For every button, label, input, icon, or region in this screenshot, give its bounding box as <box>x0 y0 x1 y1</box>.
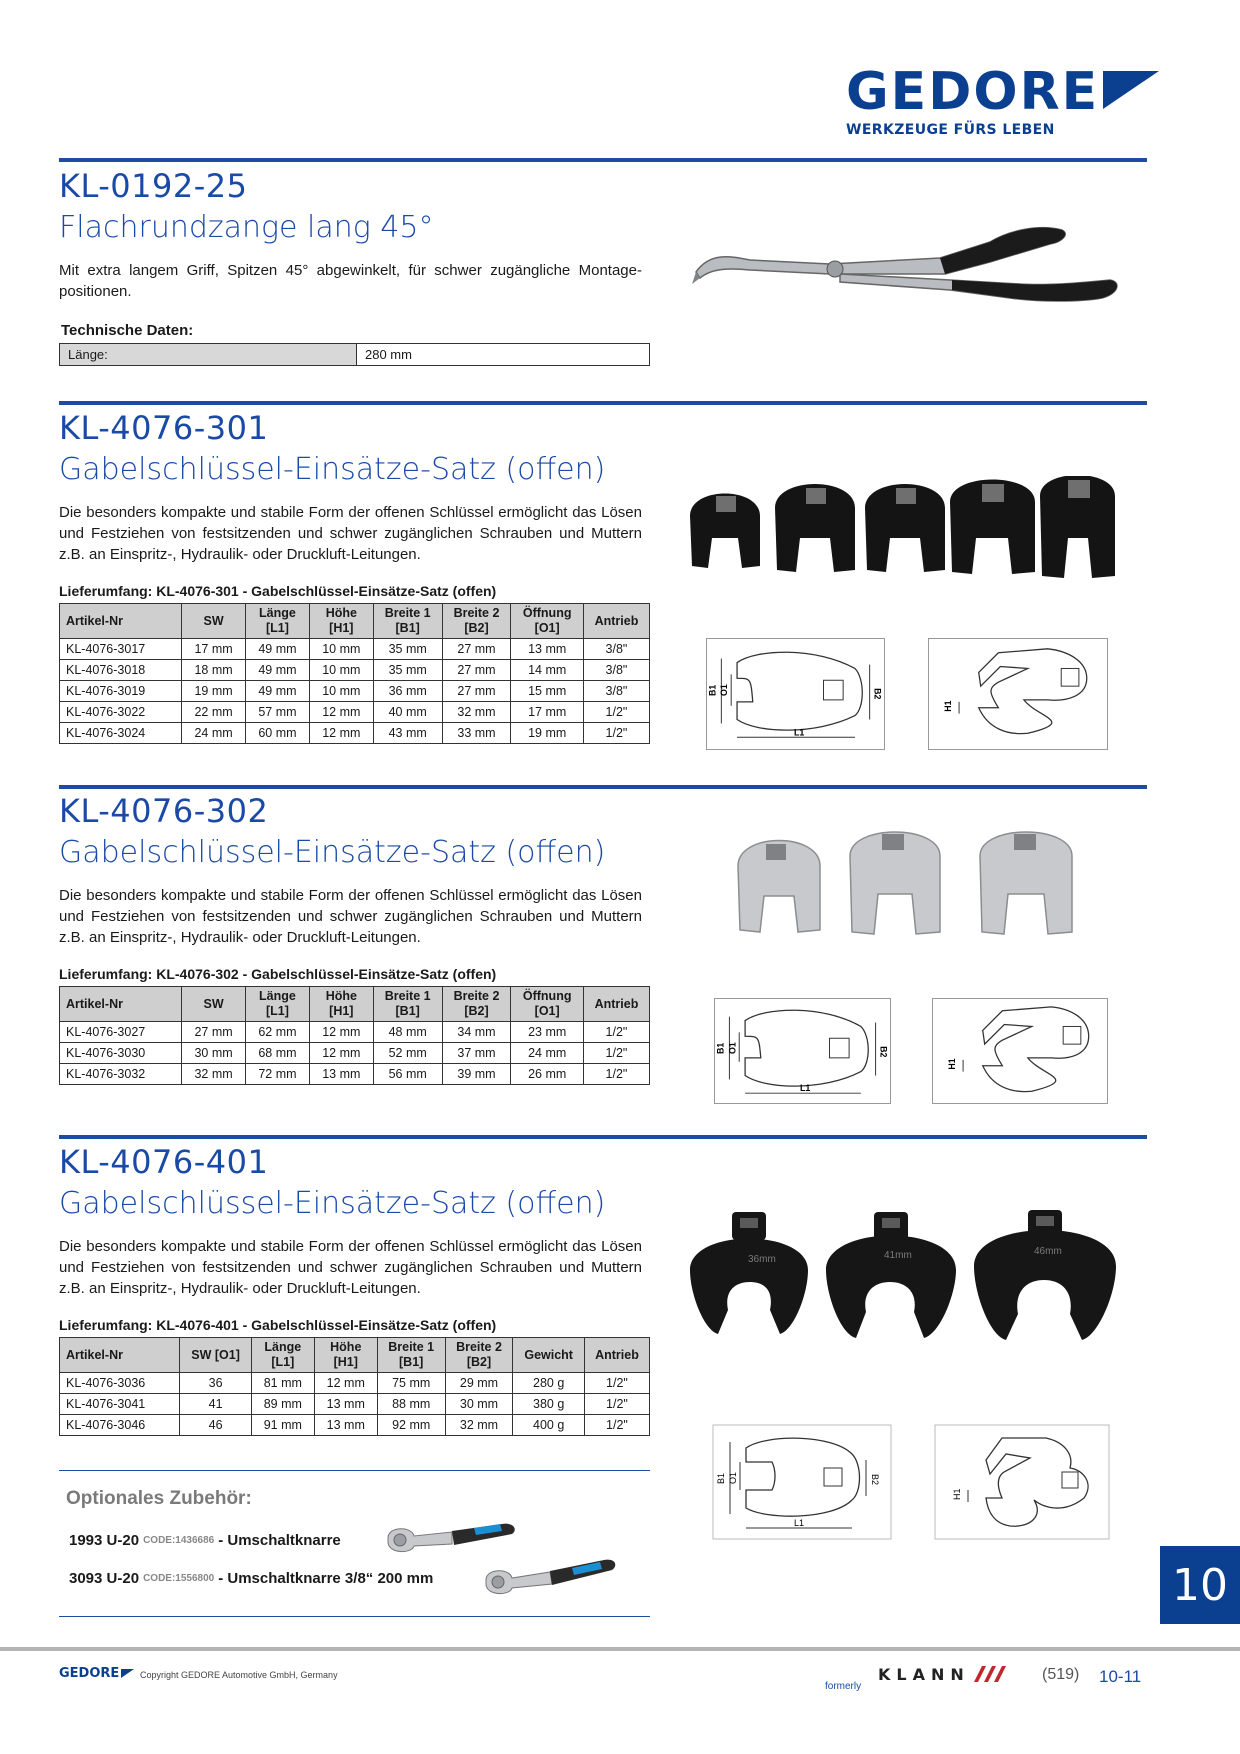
column-header: Antrieb <box>584 1338 649 1373</box>
table-cell: 1/2" <box>584 1394 649 1415</box>
product-title: Gabelschlüssel-Einsätze-Satz (offen) <box>59 452 606 487</box>
product-code: KL-4076-401 <box>59 1143 269 1181</box>
table-cell: KL-4076-3036 <box>60 1373 180 1394</box>
table-row <box>60 1022 650 1043</box>
table-cell: 52 mm <box>373 1043 442 1064</box>
dim-b2: B2 <box>872 688 883 700</box>
dim-o1: O1 <box>728 1471 738 1484</box>
table-cell: KL-4076-3024 <box>60 723 182 744</box>
table-cell: KL-4076-3018 <box>60 660 182 681</box>
table-cell: 60 mm <box>246 723 310 744</box>
column-header: Breite 2 [B2] <box>442 604 511 639</box>
page-reference: (519) <box>1042 1666 1080 1683</box>
column-header: SW <box>182 987 246 1022</box>
footer-gedore-logo: GEDORE <box>59 1666 134 1681</box>
table-cell: 30 mm <box>182 1043 246 1064</box>
table-cell: 12 mm <box>309 1043 373 1064</box>
table-row <box>60 1415 650 1436</box>
table-row <box>60 660 650 681</box>
supply-scope-label: Lieferumfang: KL-4076-302 - Gabelschlüssel-Einsätze-Satz (offen) <box>59 966 497 982</box>
column-header: Höhe [H1] <box>314 1338 377 1373</box>
table-cell: 32 mm <box>445 1415 513 1436</box>
table-row <box>60 1394 650 1415</box>
accessory-model: 3093 U-20 <box>69 1570 140 1587</box>
copyright-text: Copyright GEDORE Automotive GmbH, Germany <box>140 1670 338 1680</box>
dim-b1: B1 <box>707 684 718 696</box>
table-cell: 24 mm <box>182 723 246 744</box>
table-header-row <box>60 604 650 639</box>
table-cell: 3/8" <box>583 639 649 660</box>
table-cell: 1/2" <box>583 723 649 744</box>
table-row <box>60 639 650 660</box>
table-row <box>60 702 650 723</box>
gedore-logo <box>846 64 1146 138</box>
crowfoot-sockets-image <box>684 1210 1124 1346</box>
table-cell: KL-4076-3041 <box>60 1394 180 1415</box>
column-header: Höhe [H1] <box>309 604 373 639</box>
table-cell: 27 mm <box>442 660 511 681</box>
accessory-item[interactable] <box>69 1570 433 1587</box>
column-header: Artikel-Nr <box>60 987 182 1022</box>
technical-drawing-side-view <box>932 998 1108 1104</box>
table-cell: 1/2" <box>584 1415 649 1436</box>
table-cell: 35 mm <box>373 639 442 660</box>
column-header: Länge [L1] <box>246 987 310 1022</box>
formerly-text: formerly <box>825 1681 862 1692</box>
table-cell: 48 mm <box>373 1022 442 1043</box>
column-header: SW [O1] <box>180 1338 252 1373</box>
table-cell: 19 mm <box>511 723 584 744</box>
dim-b1: B1 <box>715 1042 726 1054</box>
table-cell: 89 mm <box>251 1394 314 1415</box>
dim-b1: B1 <box>716 1472 726 1484</box>
accessories-title: Optionales Zubehör: <box>66 1488 252 1509</box>
klann-logo: KLANN <box>878 1664 1010 1684</box>
table-cell: 75 mm <box>377 1373 445 1394</box>
table-cell: 27 mm <box>182 1022 246 1043</box>
tech-label-cell: Länge: <box>60 344 357 366</box>
table-cell: 1/2" <box>583 1043 649 1064</box>
table-header-row <box>60 987 650 1022</box>
accessory-name: - Umschaltknarre <box>218 1532 341 1549</box>
column-header: Breite 2 [B2] <box>442 987 511 1022</box>
table-cell: 13 mm <box>314 1394 377 1415</box>
supply-scope-label: Lieferumfang: KL-4076-401 - Gabelschlüssel-Einsätze-Satz (offen) <box>59 1317 497 1333</box>
product-title: Flachrundzange lang 45° <box>59 210 434 245</box>
table-cell: 26 mm <box>511 1064 584 1085</box>
spec-table <box>59 603 650 744</box>
tech-data-label: Technische Daten: <box>61 322 194 339</box>
table-cell: 39 mm <box>442 1064 511 1085</box>
table-cell: 12 mm <box>314 1373 377 1394</box>
supply-scope-label: Lieferumfang: KL-4076-301 - Gabelschlüssel-Einsätze-Satz (offen) <box>59 583 497 599</box>
product-description: Die besonders kompakte und stabile Form der offenen Schlüssel ermöglicht das Lösen und Festziehen von festsitzenden und schwer zugänglichen Schrauben und Muttern z.B. an Einspritz-, Hydraulik- oder Druckluft-Leitungen. <box>59 1238 642 1297</box>
table-header-row <box>60 1338 650 1373</box>
table-cell: 280 g <box>513 1373 585 1394</box>
accessory-model: 1993 U-20 <box>69 1532 140 1549</box>
table-cell: 32 mm <box>442 702 511 723</box>
accessory-name: - Umschaltknarre 3/8“ 200 mm <box>218 1570 434 1587</box>
table-cell: 72 mm <box>246 1064 310 1085</box>
product-code: KL-4076-302 <box>59 792 269 830</box>
table-cell: KL-4076-3022 <box>60 702 182 723</box>
table-cell: KL-4076-3027 <box>60 1022 182 1043</box>
technical-drawing-side-view <box>934 1424 1110 1540</box>
product-kl-0192-25 <box>59 166 649 366</box>
table-cell: 49 mm <box>246 681 310 702</box>
dim-b2: B2 <box>870 1474 880 1486</box>
page-number: 10-11 <box>1099 1667 1142 1686</box>
table-cell: 29 mm <box>445 1373 513 1394</box>
table-cell: 57 mm <box>246 702 310 723</box>
table-cell: 43 mm <box>373 723 442 744</box>
table-cell: KL-4076-3019 <box>60 681 182 702</box>
table-cell: KL-4076-3032 <box>60 1064 182 1085</box>
dim-l1: L1 <box>794 1518 805 1528</box>
dim-h1: H1 <box>947 1058 958 1070</box>
table-cell: 41 <box>180 1394 252 1415</box>
column-header: Antrieb <box>583 987 649 1022</box>
product-kl-4076-401 <box>59 1142 649 1436</box>
accessory-code: CODE:1556800 <box>143 1573 215 1584</box>
table-cell: 10 mm <box>309 660 373 681</box>
table-cell: 12 mm <box>309 1022 373 1043</box>
socket-engraving-36: 36mm <box>748 1254 776 1265</box>
table-cell: 3/8" <box>583 681 649 702</box>
table-cell: KL-4076-3046 <box>60 1415 180 1436</box>
table-cell: 49 mm <box>246 660 310 681</box>
table-cell: 35 mm <box>373 660 442 681</box>
tech-data-table <box>59 343 650 366</box>
product-code: KL-4076-301 <box>59 409 269 447</box>
table-cell: 17 mm <box>511 702 584 723</box>
table-cell: 13 mm <box>314 1415 377 1436</box>
column-header: Öffnung [O1] <box>511 604 584 639</box>
table-cell: 36 mm <box>373 681 442 702</box>
table-cell: 13 mm <box>511 639 584 660</box>
pliers-image <box>690 212 1130 332</box>
technical-drawing-side-view <box>928 638 1108 750</box>
table-cell: 380 g <box>513 1394 585 1415</box>
dim-l1: L1 <box>800 1083 811 1094</box>
klann-stripes-icon <box>970 1664 1010 1684</box>
table-cell: 36 <box>180 1373 252 1394</box>
column-header: Öffnung [O1] <box>511 987 584 1022</box>
technical-drawing-top-view <box>706 638 885 750</box>
column-header: Breite 2 [B2] <box>445 1338 513 1373</box>
table-cell: 400 g <box>513 1415 585 1436</box>
table-cell: 12 mm <box>309 723 373 744</box>
column-header: Höhe [H1] <box>309 987 373 1022</box>
table-cell: 27 mm <box>442 639 511 660</box>
table-cell: 14 mm <box>511 660 584 681</box>
table-cell: KL-4076-3017 <box>60 639 182 660</box>
table-cell: 13 mm <box>309 1064 373 1085</box>
column-header: Länge [L1] <box>246 604 310 639</box>
dim-h1: H1 <box>952 1488 962 1500</box>
table-cell: KL-4076-3030 <box>60 1043 182 1064</box>
footer-divider <box>0 1647 1240 1651</box>
table-cell: 10 mm <box>309 681 373 702</box>
product-title: Gabelschlüssel-Einsätze-Satz (offen) <box>59 835 606 870</box>
chrome-sockets-image <box>730 826 1080 946</box>
logo-wordmark: GEDORE <box>846 64 1146 120</box>
ratchet-3-8-image <box>480 1556 620 1600</box>
column-header: Antrieb <box>583 604 649 639</box>
table-cell: 1/2" <box>583 1022 649 1043</box>
dim-o1: O1 <box>727 1042 738 1054</box>
table-cell: 1/2" <box>583 702 649 723</box>
table-row <box>60 723 650 744</box>
table-cell: 10 mm <box>309 639 373 660</box>
table-cell: 24 mm <box>511 1043 584 1064</box>
table-cell: 23 mm <box>511 1022 584 1043</box>
logo-wedge-icon <box>1103 71 1159 109</box>
section-divider <box>59 1135 1147 1139</box>
product-kl-4076-302 <box>59 791 649 1085</box>
table-cell: 62 mm <box>246 1022 310 1043</box>
table-cell: 18 mm <box>182 660 246 681</box>
accessories-divider-top <box>59 1470 650 1471</box>
table-cell: 1/2" <box>583 1064 649 1085</box>
product-description: Mit extra langem Griff, Spitzen 45° abgewinkelt, für schwer zugängliche Montagepositionen. <box>59 262 642 300</box>
column-header: Gewicht <box>513 1338 585 1373</box>
table-cell: 68 mm <box>246 1043 310 1064</box>
dim-o1: O1 <box>719 684 730 696</box>
ratchet-image <box>382 1518 520 1560</box>
section-divider <box>59 401 1147 405</box>
table-cell: 91 mm <box>251 1415 314 1436</box>
table-cell: 88 mm <box>377 1394 445 1415</box>
accessories-divider-bottom <box>59 1616 650 1617</box>
table-cell: 32 mm <box>182 1064 246 1085</box>
product-code: KL-0192-25 <box>59 167 248 205</box>
table-cell: 49 mm <box>246 639 310 660</box>
table-cell: 33 mm <box>442 723 511 744</box>
column-header: Artikel-Nr <box>60 604 182 639</box>
socket-engraving-41: 41mm <box>884 1250 912 1261</box>
technical-drawing-top-view <box>714 998 891 1104</box>
column-header: SW <box>182 604 246 639</box>
table-cell: 40 mm <box>373 702 442 723</box>
column-header: Länge [L1] <box>251 1338 314 1373</box>
table-row <box>60 344 650 366</box>
table-row <box>60 1064 650 1085</box>
table-cell: 30 mm <box>445 1394 513 1415</box>
table-row <box>60 1043 650 1064</box>
table-cell: 1/2" <box>584 1373 649 1394</box>
table-cell: 34 mm <box>442 1022 511 1043</box>
technical-drawing-top-view <box>712 1424 892 1540</box>
chapter-tab: 10 <box>1160 1546 1240 1624</box>
dim-b2: B2 <box>878 1046 889 1058</box>
column-header: Artikel-Nr <box>60 1338 180 1373</box>
section-divider <box>59 158 1147 162</box>
dim-h1: H1 <box>943 700 954 712</box>
table-row <box>60 1373 650 1394</box>
table-cell: 27 mm <box>442 681 511 702</box>
product-description: Die besonders kompakte und stabile Form der offenen Schlüssel ermöglicht das Lösen und Festziehen von festsitzenden und schwer zugänglichen Schrauben und Muttern z.B. an Einspritz-, Hydraulik- oder Druckluft-Leitungen. <box>59 504 642 563</box>
table-cell: 56 mm <box>373 1064 442 1085</box>
table-cell: 3/8" <box>583 660 649 681</box>
product-kl-4076-301 <box>59 408 649 744</box>
table-cell: 37 mm <box>442 1043 511 1064</box>
column-header: Breite 1 [B1] <box>373 604 442 639</box>
dim-l1: L1 <box>794 727 805 738</box>
logo-wedge-icon <box>121 1669 134 1678</box>
column-header: Breite 1 [B1] <box>373 987 442 1022</box>
section-divider <box>59 785 1147 789</box>
table-cell: 22 mm <box>182 702 246 723</box>
column-header: Breite 1 [B1] <box>377 1338 445 1373</box>
table-cell: 81 mm <box>251 1373 314 1394</box>
table-cell: 15 mm <box>511 681 584 702</box>
spec-table <box>59 986 650 1085</box>
table-cell: 46 <box>180 1415 252 1436</box>
table-row <box>60 681 650 702</box>
logo-tagline: WERKZEUGE FÜRS LEBEN <box>846 122 1055 138</box>
product-description: Die besonders kompakte und stabile Form der offenen Schlüssel ermöglicht das Lösen und Festziehen von festsitzenden und schwer zugänglichen Schrauben und Muttern z.B. an Einspritz-, Hydraulik- oder Druckluft-Leitungen. <box>59 887 642 946</box>
table-cell: 92 mm <box>377 1415 445 1436</box>
table-cell: 19 mm <box>182 681 246 702</box>
black-sockets-image <box>680 476 1120 586</box>
socket-engraving-46: 46mm <box>1034 1246 1062 1257</box>
accessory-code: CODE:1436686 <box>143 1535 215 1546</box>
table-cell: 17 mm <box>182 639 246 660</box>
table-cell: 12 mm <box>309 702 373 723</box>
product-title: Gabelschlüssel-Einsätze-Satz (offen) <box>59 1186 606 1221</box>
tech-value-cell: 280 mm <box>357 344 650 366</box>
accessory-item[interactable] <box>69 1532 341 1549</box>
spec-table <box>59 1337 650 1436</box>
